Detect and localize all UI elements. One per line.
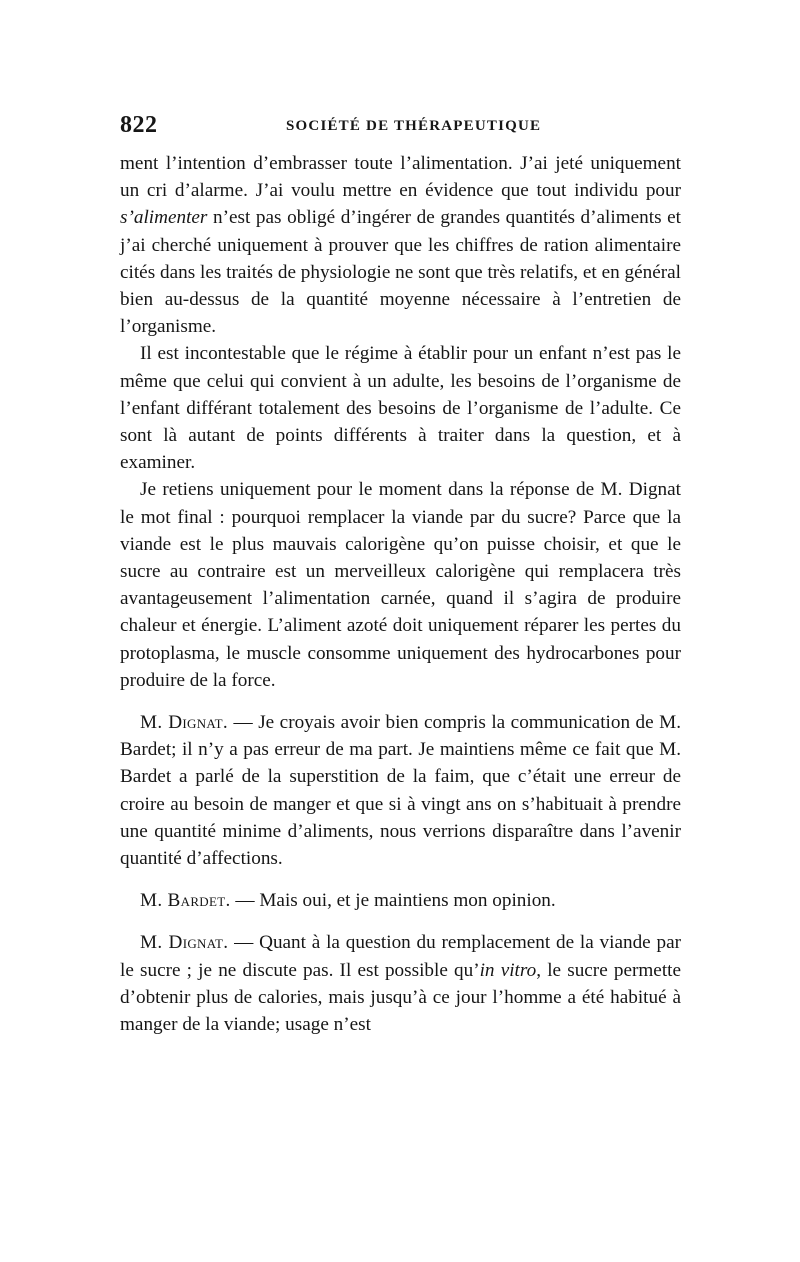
page-header [120,112,680,142]
paragraph-dignat-final [120,929,681,1038]
paragraph-continuation [120,150,681,340]
speaker-name: M. Dignat. [140,712,229,734]
paragraph-sucre [120,476,681,694]
italic-term: s’alimenter [120,207,208,229]
paragraph-text: — Mais oui, et je maintiens mon opinion. [230,890,556,912]
italic-term: in vitro [479,959,537,981]
body-text [120,150,681,1038]
speaker-name: M. Bardet. [140,890,231,912]
running-title: SOCIÉTÉ DE THÉRAPEUTIQUE [286,118,542,134]
paragraph-text: , le sucre permette d’obtenir plus de calories, mais jusqu’à ce jour l’homme a été habitué à manger de la viande; usage n’est [120,959,682,1036]
paragraph-enfant [120,340,681,476]
paragraph-text: Il est incontestable que le régime à établir pour un enfant n’est pas le même que celui qui convient à un adulte, les besoins de l’organisme de l’enfant différant totalement des besoins de l’organisme de l’adulte. Ce sont là autant de points différents à traiter dans la question, et à examiner. [120,343,681,474]
paragraph-text: ment l’intention d’embrasser toute l’alimentation. J’ai jeté uniquement un cri d’alarme. J’ai voulu mettre en évidence que tout individu pour [120,153,681,202]
paragraph-text: — Je croyais avoir bien compris la communication de M. Bardet; il n’y a pas erreur de ma part. Je maintiens même ce fait que M. Bardet a parlé de la superstition de la faim, que c’était une erreur de croire au besoin de manger et que si à vingt ans on s’habituait à prendre une quantité minime d’aliments, nous verrions disparaître dans l’avenir quantité d’affections. [120,712,682,870]
paragraph-text: n’est pas obligé d’ingérer de grandes quantités d’aliments et j’ai cherché uniquement à prouver que les chiffres de ration alimentaire cités dans les traités de physiologie ne sont que très relatifs, et en général bien au-dessus de la quantité moyenne nécessaire à l’entretien de l’organisme. [120,207,681,338]
paragraph-bardet-reply [120,887,681,914]
paragraph-text: Je retiens uniquement pour le moment dans la réponse de M. Dignat le mot final : pourquoi remplacer la viande par du sucre? Parce que la viande est le plus mauvais calorigène qu’on puisse choisir, et que le sucre au contraire est un merveilleux calorigène qui remplacera très avantageusement l’alimentation carnée, quand il s’agira de produire chaleur et énergie. L’aliment azoté doit uniquement réparer les pertes du protoplasma, le muscle consomme uniquement des hydrocarbones pour produire de la force. [120,479,681,691]
paragraph-text: — Quant à la question du remplacement de la viande par le sucre ; je ne discute pas. Il est possible qu’ [120,932,681,981]
speaker-name: M. Dignat. [140,932,229,954]
paragraph-dignat-reply [120,709,681,872]
page-number: 822 [120,112,158,138]
